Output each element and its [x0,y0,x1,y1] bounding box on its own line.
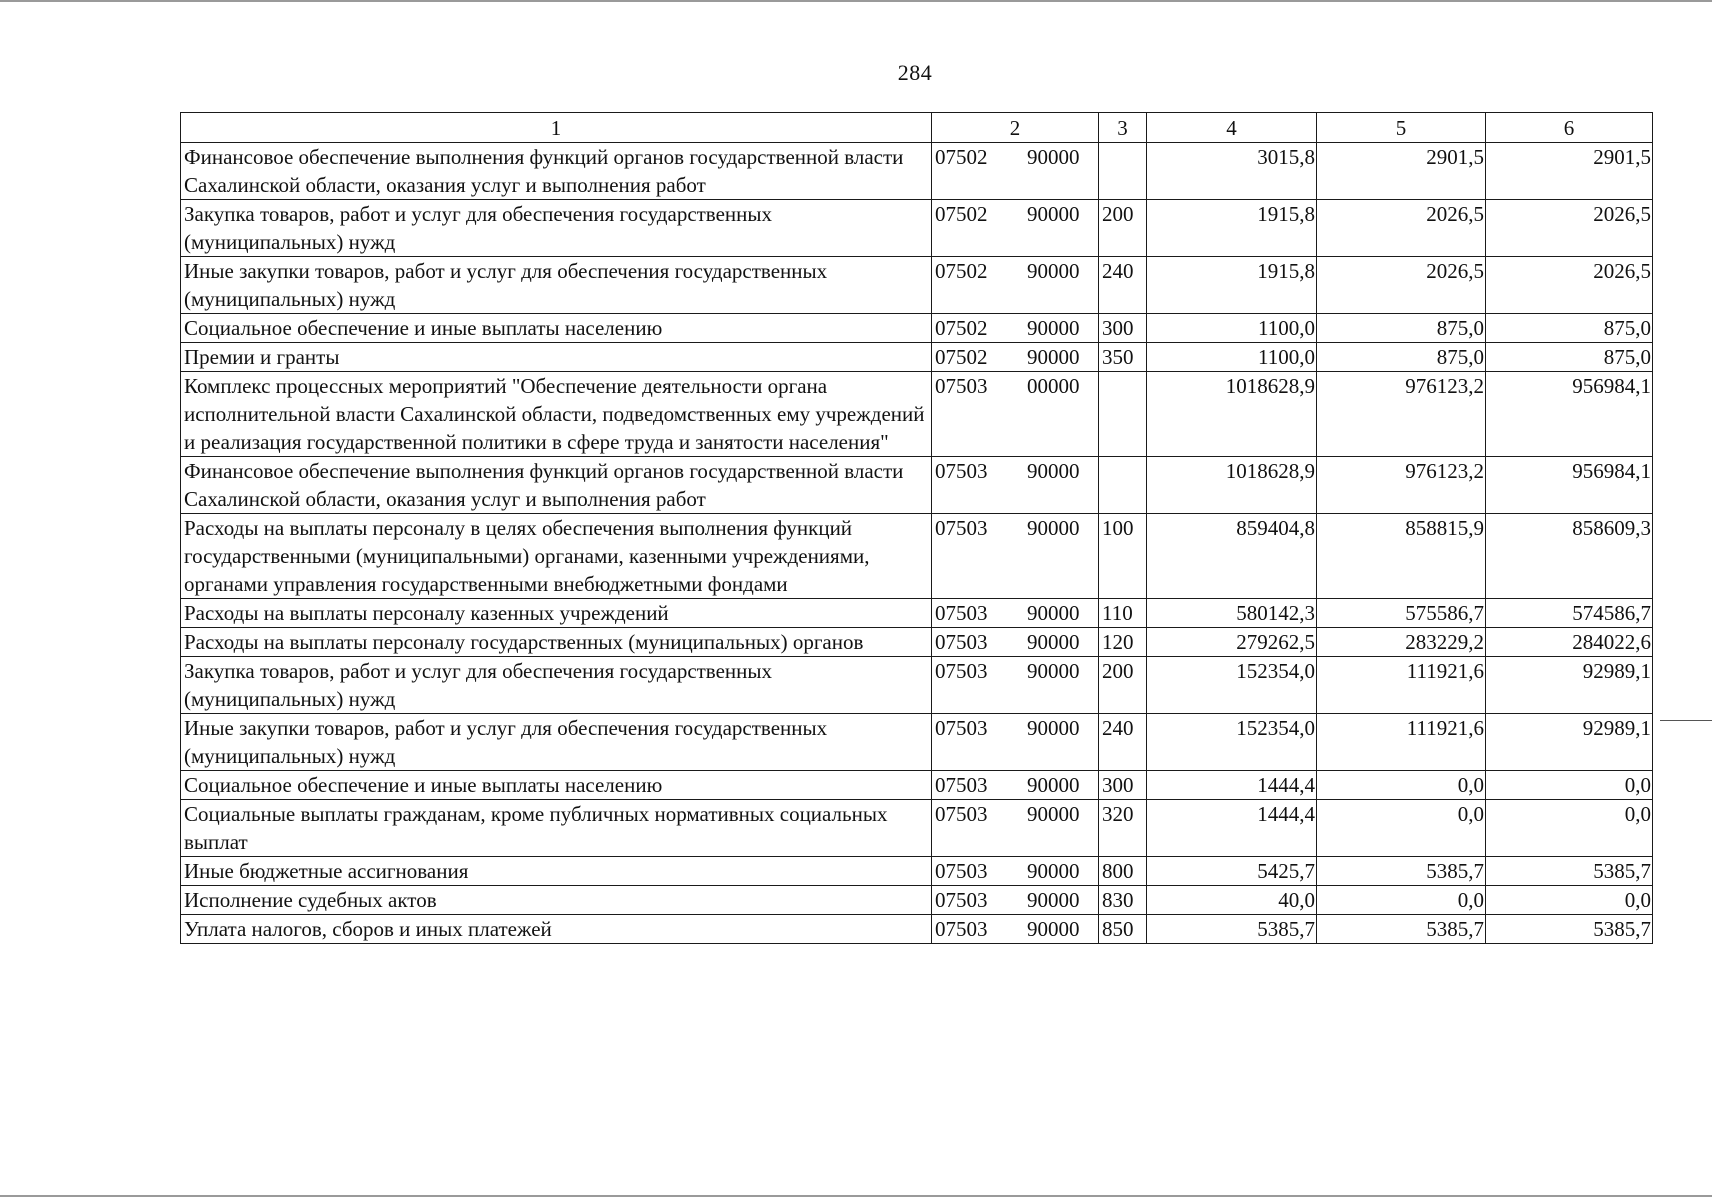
row-amount-6: 2026,5 [1486,200,1653,257]
row-amount-6: 5385,7 [1486,915,1653,944]
row-amount-4: 5385,7 [1147,915,1317,944]
direction-code: 90000 [1027,773,1080,797]
table-row [181,343,1653,372]
row-target-code [932,372,1099,457]
row-amount-5: 5385,7 [1317,915,1486,944]
row-amount-5: 0,0 [1317,886,1486,915]
page-number: 284 [897,60,933,85]
direction-code: 90000 [1027,802,1080,826]
row-expense-type: 300 [1099,314,1147,343]
row-amount-4: 1018628,9 [1147,457,1317,514]
row-description: Комплекс процессных мероприятий "Обеспечение деятельности органа исполнительной власти Сахалинской области, подведомственных ему учреждений и реализация государственной политики в сфере труда и занятости населения" [181,372,932,457]
table-row [181,800,1653,857]
direction-code: 90000 [1027,716,1080,740]
row-target-code [932,771,1099,800]
table-row [181,915,1653,944]
header-col-3: 3 [1099,113,1147,143]
row-amount-6: 284022,6 [1486,628,1653,657]
row-amount-4: 152354,0 [1147,657,1317,714]
row-amount-6: 0,0 [1486,771,1653,800]
direction-code: 90000 [1027,345,1080,369]
row-description: Премии и гранты [181,343,932,372]
table-row [181,372,1653,457]
row-amount-6: 92989,1 [1486,714,1653,771]
row-amount-5: 0,0 [1317,771,1486,800]
row-expense-type: 110 [1099,599,1147,628]
table-row [181,714,1653,771]
row-target-code [932,657,1099,714]
row-description: Закупка товаров, работ и услуг для обеспечения государственных (муниципальных) нужд [181,200,932,257]
row-description: Исполнение судебных актов [181,886,932,915]
row-amount-6: 0,0 [1486,800,1653,857]
program-code: 07503 [935,659,988,683]
row-amount-4: 1915,8 [1147,257,1317,314]
row-amount-4: 5425,7 [1147,857,1317,886]
row-expense-type: 120 [1099,628,1147,657]
table-body [181,143,1653,944]
table-row [181,657,1653,714]
row-amount-4: 1915,8 [1147,200,1317,257]
header-col-5: 5 [1317,113,1486,143]
row-amount-5: 2026,5 [1317,200,1486,257]
row-expense-type: 350 [1099,343,1147,372]
direction-code: 90000 [1027,630,1080,654]
row-amount-4: 279262,5 [1147,628,1317,657]
row-target-code [932,857,1099,886]
row-description: Финансовое обеспечение выполнения функций органов государственной власти Сахалинской области, оказания услуг и выполнения работ [181,457,932,514]
row-amount-6: 0,0 [1486,886,1653,915]
table-header [181,113,1653,143]
row-expense-type: 800 [1099,857,1147,886]
row-amount-5: 2901,5 [1317,143,1486,200]
row-expense-type: 100 [1099,514,1147,599]
program-code: 07503 [935,888,988,912]
row-amount-4: 1444,4 [1147,800,1317,857]
row-description: Закупка товаров, работ и услуг для обеспечения государственных (муниципальных) нужд [181,657,932,714]
table-row [181,257,1653,314]
program-code: 07502 [935,316,988,340]
program-code: 07503 [935,716,988,740]
row-amount-4: 3015,8 [1147,143,1317,200]
row-amount-6: 956984,1 [1486,372,1653,457]
program-code: 07503 [935,516,988,540]
program-code: 07502 [935,259,988,283]
row-amount-4: 1100,0 [1147,343,1317,372]
row-target-code [932,628,1099,657]
program-code: 07503 [935,859,988,883]
row-description: Социальные выплаты гражданам, кроме публичных нормативных социальных выплат [181,800,932,857]
row-description: Иные бюджетные ассигнования [181,857,932,886]
direction-code: 00000 [1027,374,1080,398]
row-expense-type [1099,457,1147,514]
table-row [181,314,1653,343]
program-code: 07503 [935,917,988,941]
row-description: Финансовое обеспечение выполнения функций органов государственной власти Сахалинской области, оказания услуг и выполнения работ [181,143,932,200]
row-amount-5: 283229,2 [1317,628,1486,657]
scan-bottom-edge [0,1195,1712,1197]
table-row [181,771,1653,800]
row-amount-5: 976123,2 [1317,372,1486,457]
row-amount-5: 111921,6 [1317,714,1486,771]
row-expense-type: 320 [1099,800,1147,857]
direction-code: 90000 [1027,917,1080,941]
row-amount-6: 956984,1 [1486,457,1653,514]
row-expense-type [1099,372,1147,457]
row-amount-5: 875,0 [1317,343,1486,372]
direction-code: 90000 [1027,202,1080,226]
row-description: Иные закупки товаров, работ и услуг для обеспечения государственных (муниципальных) нужд [181,714,932,771]
header-col-4: 4 [1147,113,1317,143]
row-description: Расходы на выплаты персоналу государственных (муниципальных) органов [181,628,932,657]
program-code: 07503 [935,601,988,625]
row-target-code [932,514,1099,599]
row-amount-4: 1444,4 [1147,771,1317,800]
row-target-code [932,599,1099,628]
row-target-code [932,200,1099,257]
row-amount-4: 152354,0 [1147,714,1317,771]
row-amount-6: 875,0 [1486,314,1653,343]
row-target-code [932,257,1099,314]
direction-code: 90000 [1027,859,1080,883]
direction-code: 90000 [1027,659,1080,683]
table-row [181,514,1653,599]
row-target-code [932,343,1099,372]
row-expense-type: 240 [1099,257,1147,314]
header-col-2: 2 [932,113,1099,143]
row-amount-6: 574586,7 [1486,599,1653,628]
table-row [181,628,1653,657]
row-target-code [932,714,1099,771]
row-target-code [932,143,1099,200]
program-code: 07503 [935,802,988,826]
row-amount-4: 40,0 [1147,886,1317,915]
row-amount-6: 875,0 [1486,343,1653,372]
row-amount-5: 5385,7 [1317,857,1486,886]
scan-top-edge [0,0,1712,2]
row-amount-5: 976123,2 [1317,457,1486,514]
row-description: Социальное обеспечение и иные выплаты населению [181,314,932,343]
row-expense-type: 240 [1099,714,1147,771]
row-amount-6: 2026,5 [1486,257,1653,314]
row-amount-5: 0,0 [1317,800,1486,857]
row-amount-6: 858609,3 [1486,514,1653,599]
row-expense-type [1099,143,1147,200]
row-amount-5: 575586,7 [1317,599,1486,628]
direction-code: 90000 [1027,145,1080,169]
direction-code: 90000 [1027,888,1080,912]
row-expense-type: 200 [1099,200,1147,257]
direction-code: 90000 [1027,459,1080,483]
row-amount-5: 858815,9 [1317,514,1486,599]
row-amount-4: 1100,0 [1147,314,1317,343]
table-row [181,200,1653,257]
row-target-code [932,314,1099,343]
direction-code: 90000 [1027,601,1080,625]
program-code: 07503 [935,773,988,797]
budget-table [180,112,1653,944]
row-expense-type: 830 [1099,886,1147,915]
table-row [181,457,1653,514]
table-row [181,143,1653,200]
row-amount-4: 1018628,9 [1147,372,1317,457]
row-amount-5: 2026,5 [1317,257,1486,314]
program-code: 07502 [935,202,988,226]
program-code: 07502 [935,145,988,169]
row-amount-5: 875,0 [1317,314,1486,343]
row-amount-5: 111921,6 [1317,657,1486,714]
row-target-code [932,457,1099,514]
table-row [181,599,1653,628]
header-row [181,113,1653,143]
header-col-1: 1 [181,113,932,143]
row-description: Уплата налогов, сборов и иных платежей [181,915,932,944]
direction-code: 90000 [1027,259,1080,283]
row-expense-type: 850 [1099,915,1147,944]
table-row [181,886,1653,915]
row-amount-4: 859404,8 [1147,514,1317,599]
row-amount-4: 580142,3 [1147,599,1317,628]
row-target-code [932,915,1099,944]
table-row [181,857,1653,886]
row-target-code [932,886,1099,915]
direction-code: 90000 [1027,516,1080,540]
program-code: 07503 [935,459,988,483]
row-amount-6: 5385,7 [1486,857,1653,886]
scan-margin-mark [1660,720,1712,721]
row-expense-type: 200 [1099,657,1147,714]
program-code: 07502 [935,345,988,369]
row-expense-type: 300 [1099,771,1147,800]
row-target-code [932,800,1099,857]
program-code: 07503 [935,630,988,654]
row-amount-6: 92989,1 [1486,657,1653,714]
program-code: 07503 [935,374,988,398]
row-description: Иные закупки товаров, работ и услуг для обеспечения государственных (муниципальных) нужд [181,257,932,314]
row-description: Расходы на выплаты персоналу казенных учреждений [181,599,932,628]
row-amount-6: 2901,5 [1486,143,1653,200]
row-description: Расходы на выплаты персоналу в целях обеспечения выполнения функций государственными (муниципальными) органами, казенными учреждениями, органами управления государственными внебюджетными фондами [181,514,932,599]
row-description: Социальное обеспечение и иные выплаты населению [181,771,932,800]
direction-code: 90000 [1027,316,1080,340]
header-col-6: 6 [1486,113,1653,143]
